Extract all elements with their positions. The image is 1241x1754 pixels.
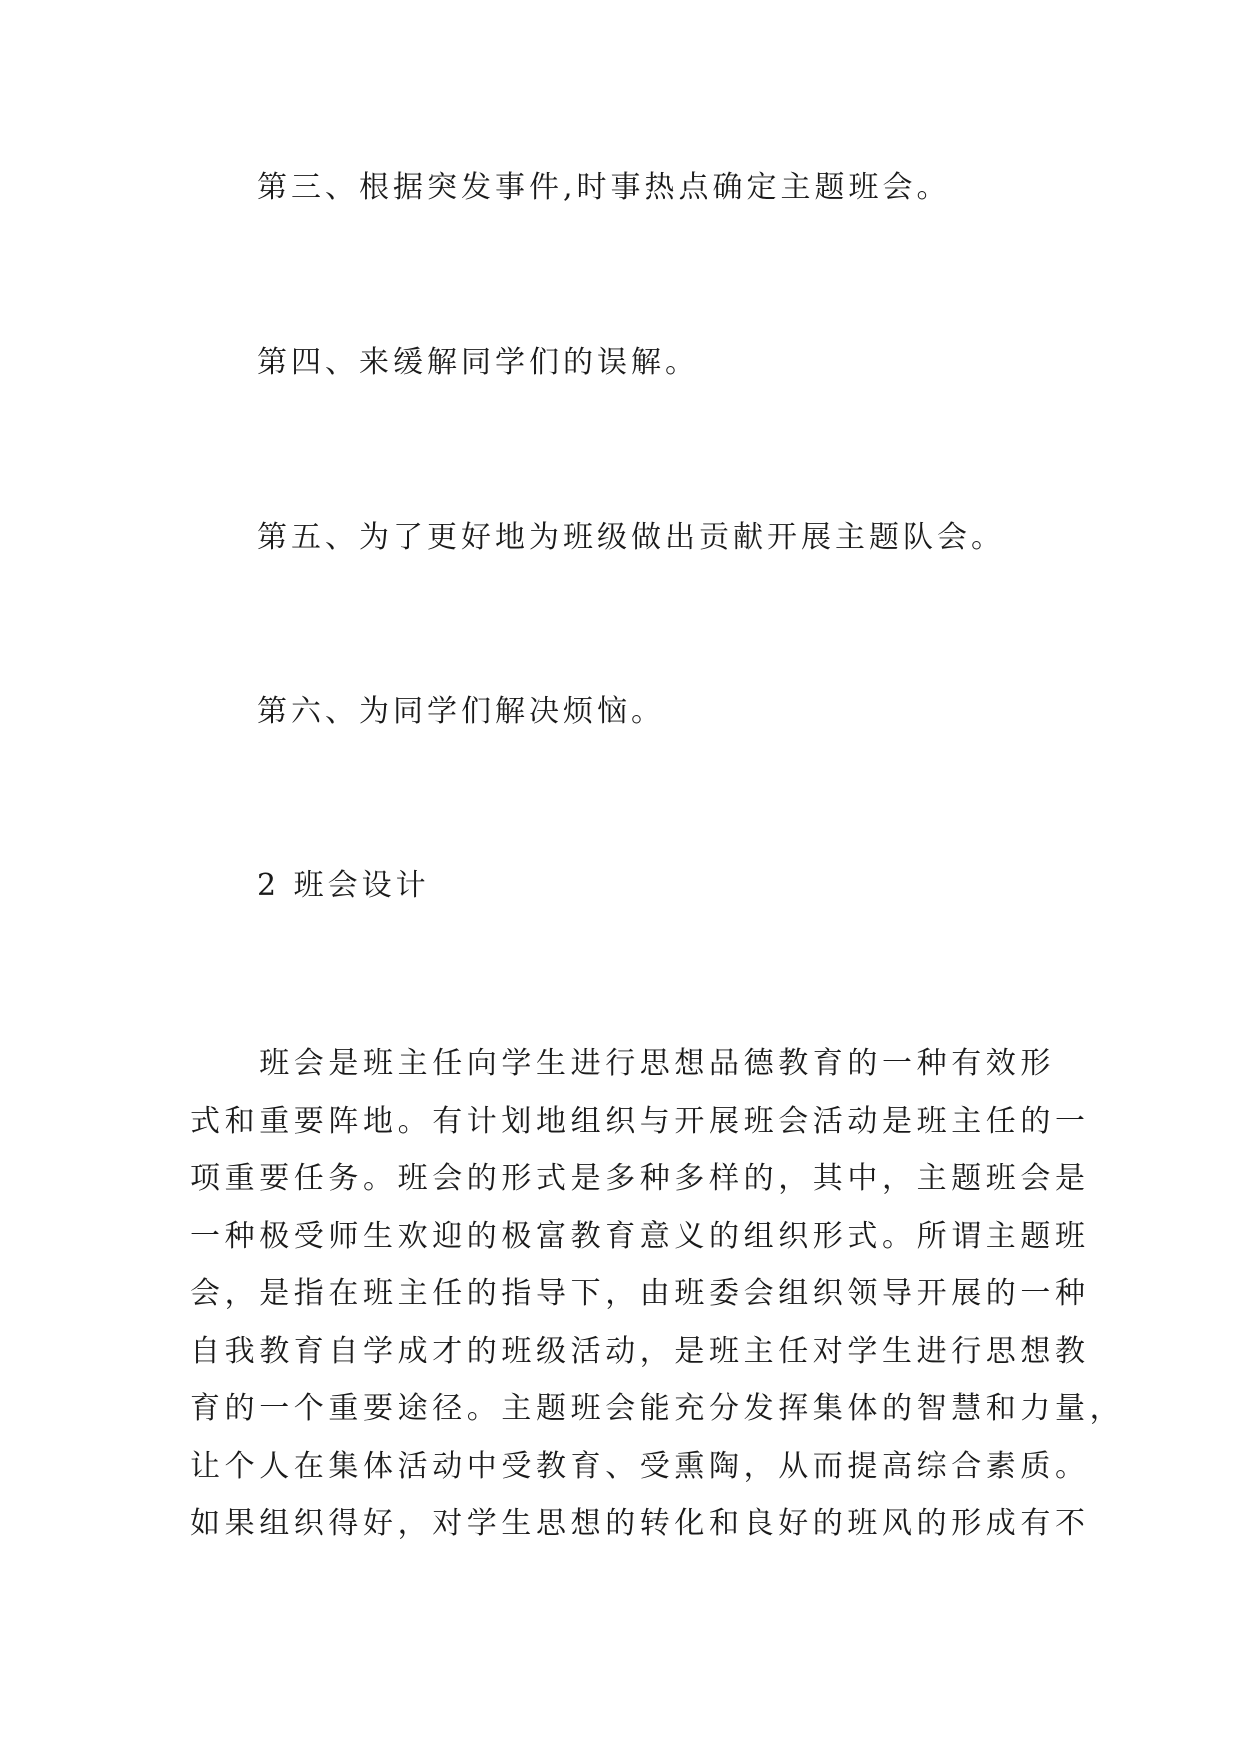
body-paragraph bbox=[190, 1035, 1125, 1553]
paragraph-line: 项重要任务。班会的形式是多种多样的，其中，主题班会是 bbox=[190, 1161, 1090, 1196]
paragraph-line: 育的一个重要途径。主题班会能充分发挥集体的智慧和力量， bbox=[190, 1391, 1125, 1426]
paragraph-line: 如果组织得好，对学生思想的转化和良好的班风的形成有不 bbox=[190, 1506, 1090, 1541]
paragraph-line: 班会是班主任向学生进行思想品德教育的一种有效形 bbox=[190, 1046, 1055, 1081]
paragraph-line: 自我教育自学成才的班级活动，是班主任对学生进行思想教 bbox=[190, 1333, 1090, 1369]
list-item-fifth: 第五、为了更好地为班级做出贡献开展主题队会。 bbox=[257, 520, 1005, 555]
list-item-fourth: 第四、来缓解同学们的误解。 bbox=[257, 345, 699, 380]
paragraph-line: 一种极受师生欢迎的极富教育意义的组织形式。所谓主题班 bbox=[190, 1218, 1090, 1254]
paragraph-line: 式和重要阵地。有计划地组织与开展班会活动是班主任的一 bbox=[190, 1103, 1090, 1139]
section-heading: 2 班会设计 bbox=[257, 868, 430, 903]
paragraph-line: 会，是指在班主任的指导下，由班委会组织领导开展的一种 bbox=[190, 1276, 1090, 1311]
list-item-third: 第三、根据突发事件,时事热点确定主题班会。 bbox=[257, 170, 951, 205]
list-item-sixth: 第六、为同学们解决烦恼。 bbox=[257, 694, 665, 729]
paragraph-line: 让个人在集体活动中受教育、受熏陶，从而提高综合素质。 bbox=[190, 1448, 1090, 1484]
